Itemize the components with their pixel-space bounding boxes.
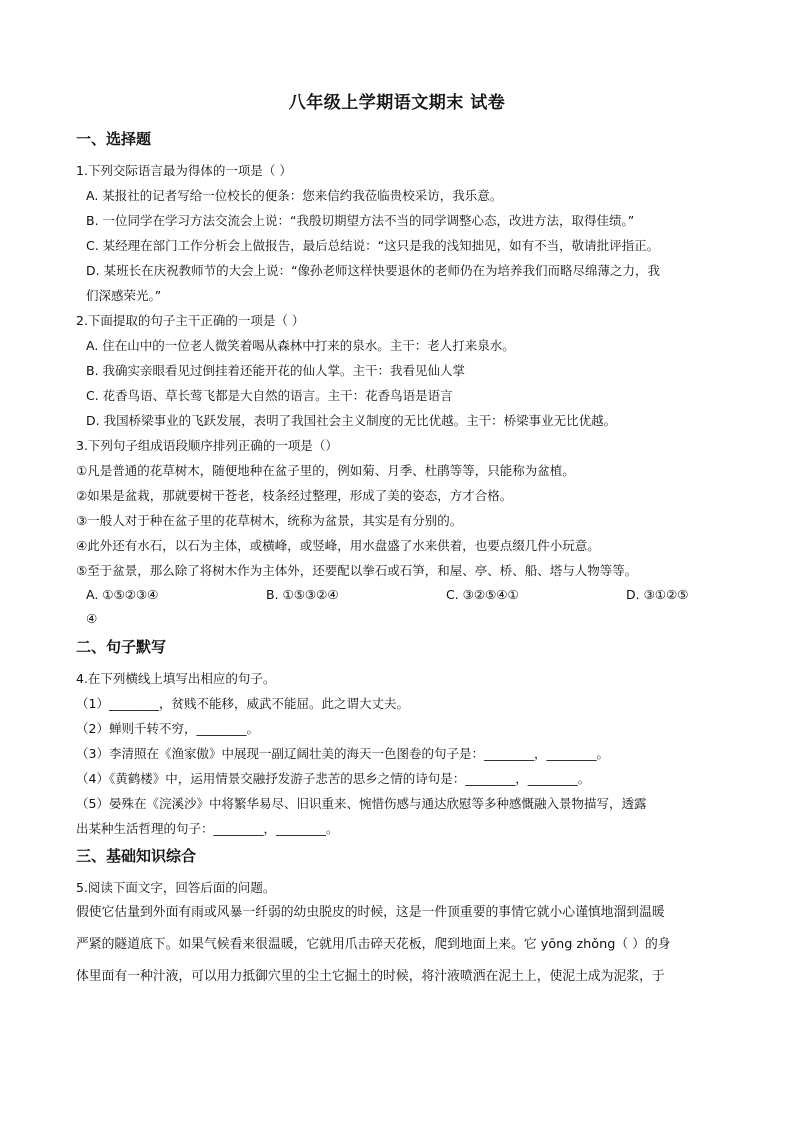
q4-item-2: （2）蝉则千转不穷，________。 [76, 721, 259, 736]
q2-option-d: D. 我国桥梁事业的飞跃发展，表明了我国社会主义制度的无比优越。主干：桥梁事业无比优越。 [86, 413, 617, 428]
section-heading-choice: 一、选择题 [76, 130, 152, 148]
q2-option-a: A. 住在山中的一位老人微笑着喝从森林中打来的泉水。主干：老人打来泉水。 [86, 338, 515, 353]
q2-stem: 2.下面提取的句子主干正确的一项是（ ） [76, 313, 305, 328]
q3-sentence-5: ⑤至于盆景，那么除了将树木作为主体外，还要配以拳石或石笋，和屋、亭、桥、船、塔与人物等等。 [76, 563, 638, 578]
q4-item-4: （4）《黄鹤楼》中，运用情景交融抒发游子悲苦的思乡之情的诗句是：________，________。 [76, 771, 591, 786]
q1-option-c: C. 某经理在部门工作分析会上做报告，最后总结说：“这只是我的浅知拙见，如有不当，敬请批评指正。 [86, 238, 660, 253]
q1-option-d: D. 某班长在庆祝教师节的大会上说：“像孙老师这样快要退休的老师仍在为培养我们而略尽绵薄之力，我 [86, 263, 661, 278]
q3-option-c: C. ③②⑤④① [446, 587, 519, 602]
q4-stem: 4.在下列横线上填写出相应的句子。 [76, 671, 276, 686]
q1-option-a: A. 某报社的记者写给一位校长的便条：您来信约我莅临贵校采访，我乐意。 [86, 188, 503, 203]
q2-option-c: C. 花香鸟语、草长莺飞都是大自然的语言。主干：花香鸟语是语言 [86, 388, 453, 403]
q1-option-b: B. 一位同学在学习方法交流会上说：“我殷切期望方法不当的同学调整心态，改进方法，取得佳绩。” [86, 213, 635, 228]
q4-item-5-cont: 出某种生活哲理的句子：________，________。 [76, 821, 339, 836]
q3-option-b: B. ①⑤③②④ [266, 587, 339, 602]
q3-option-d: D. ③①②⑤ [626, 587, 689, 602]
q5-stem: 5.阅读下面文字，回答后面的问题。 [76, 880, 276, 895]
section-heading-recitation: 二、句子默写 [76, 638, 167, 656]
q5-passage-line-2: 严紧的隧道底下。如果气候看来很温暖，它就用爪击碎天花板，爬到地面上来。它 yōng zhǒng（ ）的身 [76, 937, 671, 952]
q1-stem: 1.下列交际语言最为得体的一项是（ ） [76, 163, 292, 178]
q4-item-5: （5）晏殊在《浣溪沙》中将繁华易尽、旧识重来、惋惜伤感与通达欣慰等多种感慨融入景物描写，透露 [76, 796, 647, 811]
q3-option-d-cont: ④ [86, 611, 98, 626]
q4-item-1: （1）________，贫贱不能移，威武不能屈。此之谓大丈夫。 [76, 696, 409, 711]
q3-sentence-2: ②如果是盆栽，那就要树干苍老，枝条经过整理，形成了美的姿态，方才合格。 [76, 488, 513, 503]
section-heading-basics: 三、基础知识综合 [76, 847, 197, 865]
q1-option-d-cont: 们深感荣光。” [86, 288, 162, 303]
q4-item-3: （3）李清照在《渔家傲》中展现一副辽阔壮美的海天一色图卷的句子是：________，________。 [76, 746, 609, 761]
document-title: 八年级上学期语文期末 试卷 [288, 93, 506, 113]
q3-stem: 3.下列句子组成语段顺序排列正确的一项是（） [76, 438, 338, 453]
q3-sentence-3: ③一般人对于种在盆子里的花草树木，统称为盆景，其实是有分别的。 [76, 513, 463, 528]
q3-sentence-4: ④此外还有水石，以石为主体，或横峰，或竖峰，用水盘盛了水来供着，也要点缀几件小玩意。 [76, 538, 600, 553]
q2-option-b: B. 我确实亲眼看见过倒挂着还能开花的仙人掌。主干：我看见仙人掌 [86, 363, 466, 378]
q5-passage-line-3: 体里面有一种汁液，可以用力抵御穴里的尘土它掘土的时候，将汁液喷洒在泥土上，使泥土成为泥浆，于 [76, 969, 665, 984]
q3-sentence-1: ①凡是普通的花草树木，随便地种在盆子里的，例如菊、月季、杜鹃等等，只能称为盆植。 [76, 463, 575, 478]
q3-option-a: A. ①⑤②③④ [86, 587, 159, 602]
q5-passage-line-1: 假使它估量到外面有雨或风暴一纤弱的幼虫脱皮的时候，这是一件顶重要的事情它就小心谨慎地溜到温暖 [76, 905, 665, 920]
